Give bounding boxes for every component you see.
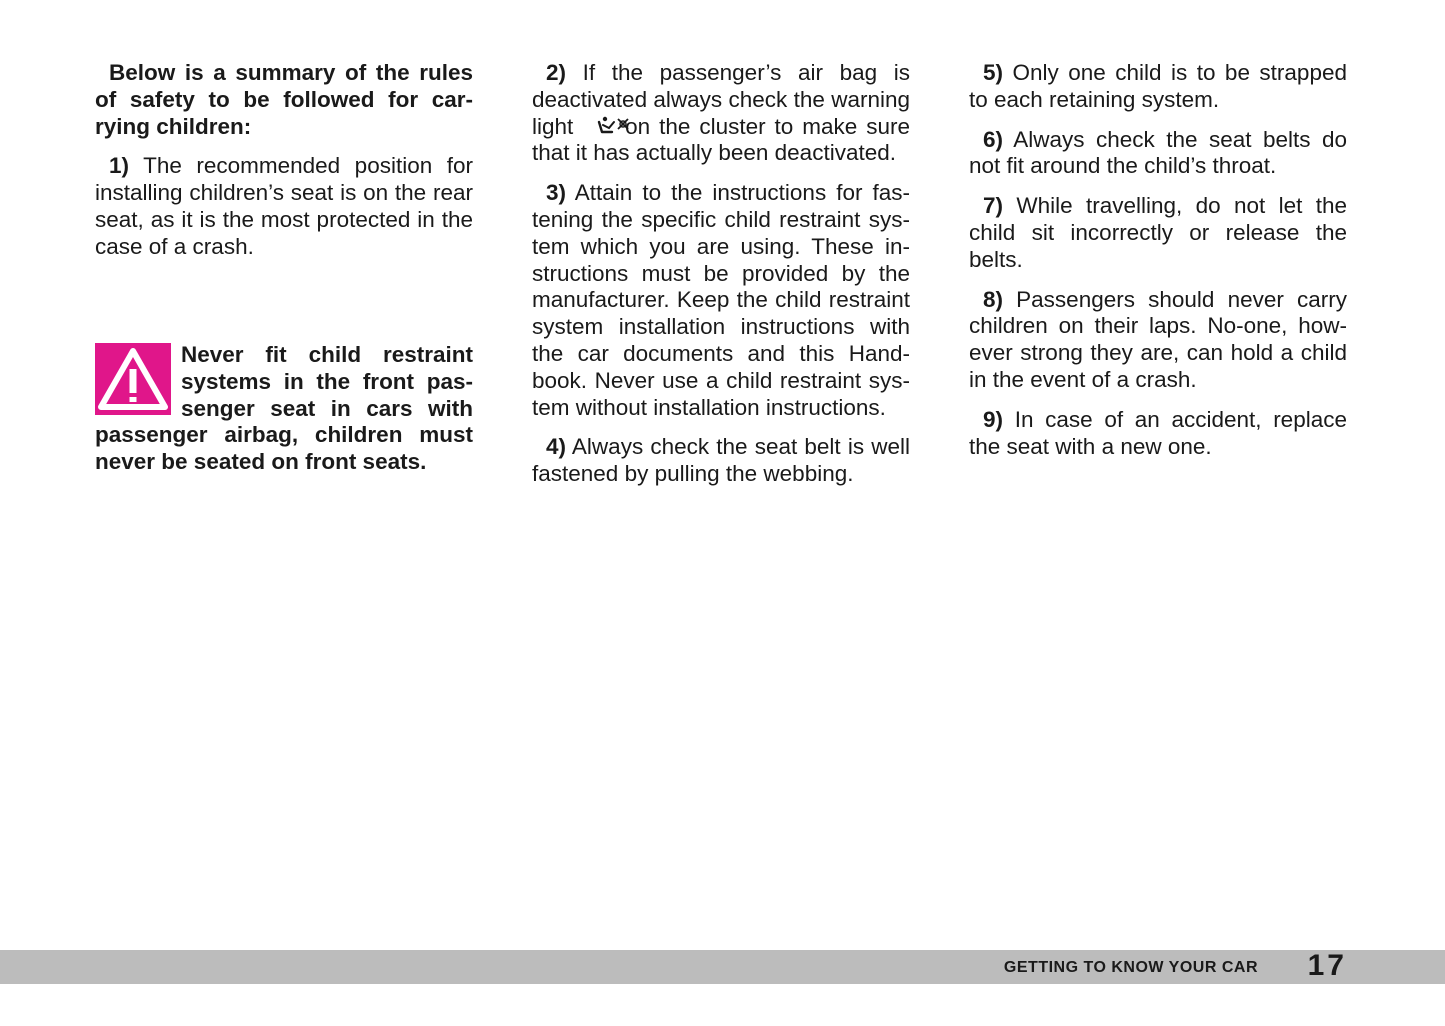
rule-number: 5) — [983, 60, 1004, 85]
rule-text-cont: on the cluster to make sure that it has actually been deactivated. — [532, 113, 910, 166]
rule-text: In case of an accident, replace the seat with a new one. — [969, 406, 1347, 459]
rule-item-1 — [95, 153, 473, 260]
rule-item-2 — [532, 60, 910, 167]
footer-bar — [0, 950, 1445, 984]
rule-text: Always check the seat belts do not fit around the child’s throat. — [969, 126, 1347, 179]
rule-number: 1) — [109, 153, 130, 179]
rule-text: Attain to the instructions for fastening the specific child restraint system which you are using. These instructions must be provided by the manufacturer. Keep the child restraint system installation instructions with the car documents and this Handbook. Never use a child restraint system without installation instructions. — [532, 180, 910, 420]
rule-number: 7) — [983, 193, 1004, 219]
rule-text: If the passenger’s air bag is deactivated always check the warning light — [532, 60, 910, 139]
rule-item-6 — [969, 127, 1347, 181]
intro-heading: Below is a summary of the rules of safety to be followed for carrying children: — [95, 60, 473, 139]
rule-number: 4) — [546, 434, 567, 460]
column-right — [969, 60, 1347, 473]
rule-item-4 — [532, 434, 910, 488]
warning-text: Never fit child restraint systems in the front passenger seat in cars with passenger airbag, children must never be seated on front seats. — [95, 342, 473, 475]
section-title: GETTING TO KNOW YOUR CAR — [1003, 959, 1258, 976]
column-middle — [532, 60, 910, 501]
airbag-off-warning-icon — [582, 116, 616, 136]
warning-triangle-icon — [95, 343, 171, 415]
rule-item-7 — [969, 193, 1347, 273]
rule-text: The recommended position for installing children’s seat is on the rear seat, as it is the most protected in the case of a crash. — [95, 153, 473, 259]
page-number: 17 — [1307, 949, 1347, 982]
rule-text: Always check the seat belt is well fastened by pulling the webbing. — [532, 434, 910, 487]
rule-item-5 — [969, 60, 1347, 114]
rule-number: 2) — [546, 60, 567, 85]
rule-number: 3) — [546, 180, 567, 206]
rule-item-3 — [532, 180, 910, 421]
rule-text: Passengers should never carry children on their laps. No-one, however strong they are, can hold a child in the event of a crash. — [969, 286, 1347, 392]
rule-item-8 — [969, 287, 1347, 394]
column-left — [95, 60, 473, 274]
rule-number: 9) — [983, 406, 1004, 432]
rule-number: 6) — [983, 126, 1004, 152]
rule-number: 8) — [983, 286, 1004, 312]
rule-item-9 — [969, 407, 1347, 461]
rule-text: Only one child is to be strapped to each retaining system. — [969, 60, 1347, 112]
warning-block — [95, 342, 473, 476]
rule-text: While travelling, do not let the child sit incorrectly or release the belts. — [969, 193, 1347, 272]
